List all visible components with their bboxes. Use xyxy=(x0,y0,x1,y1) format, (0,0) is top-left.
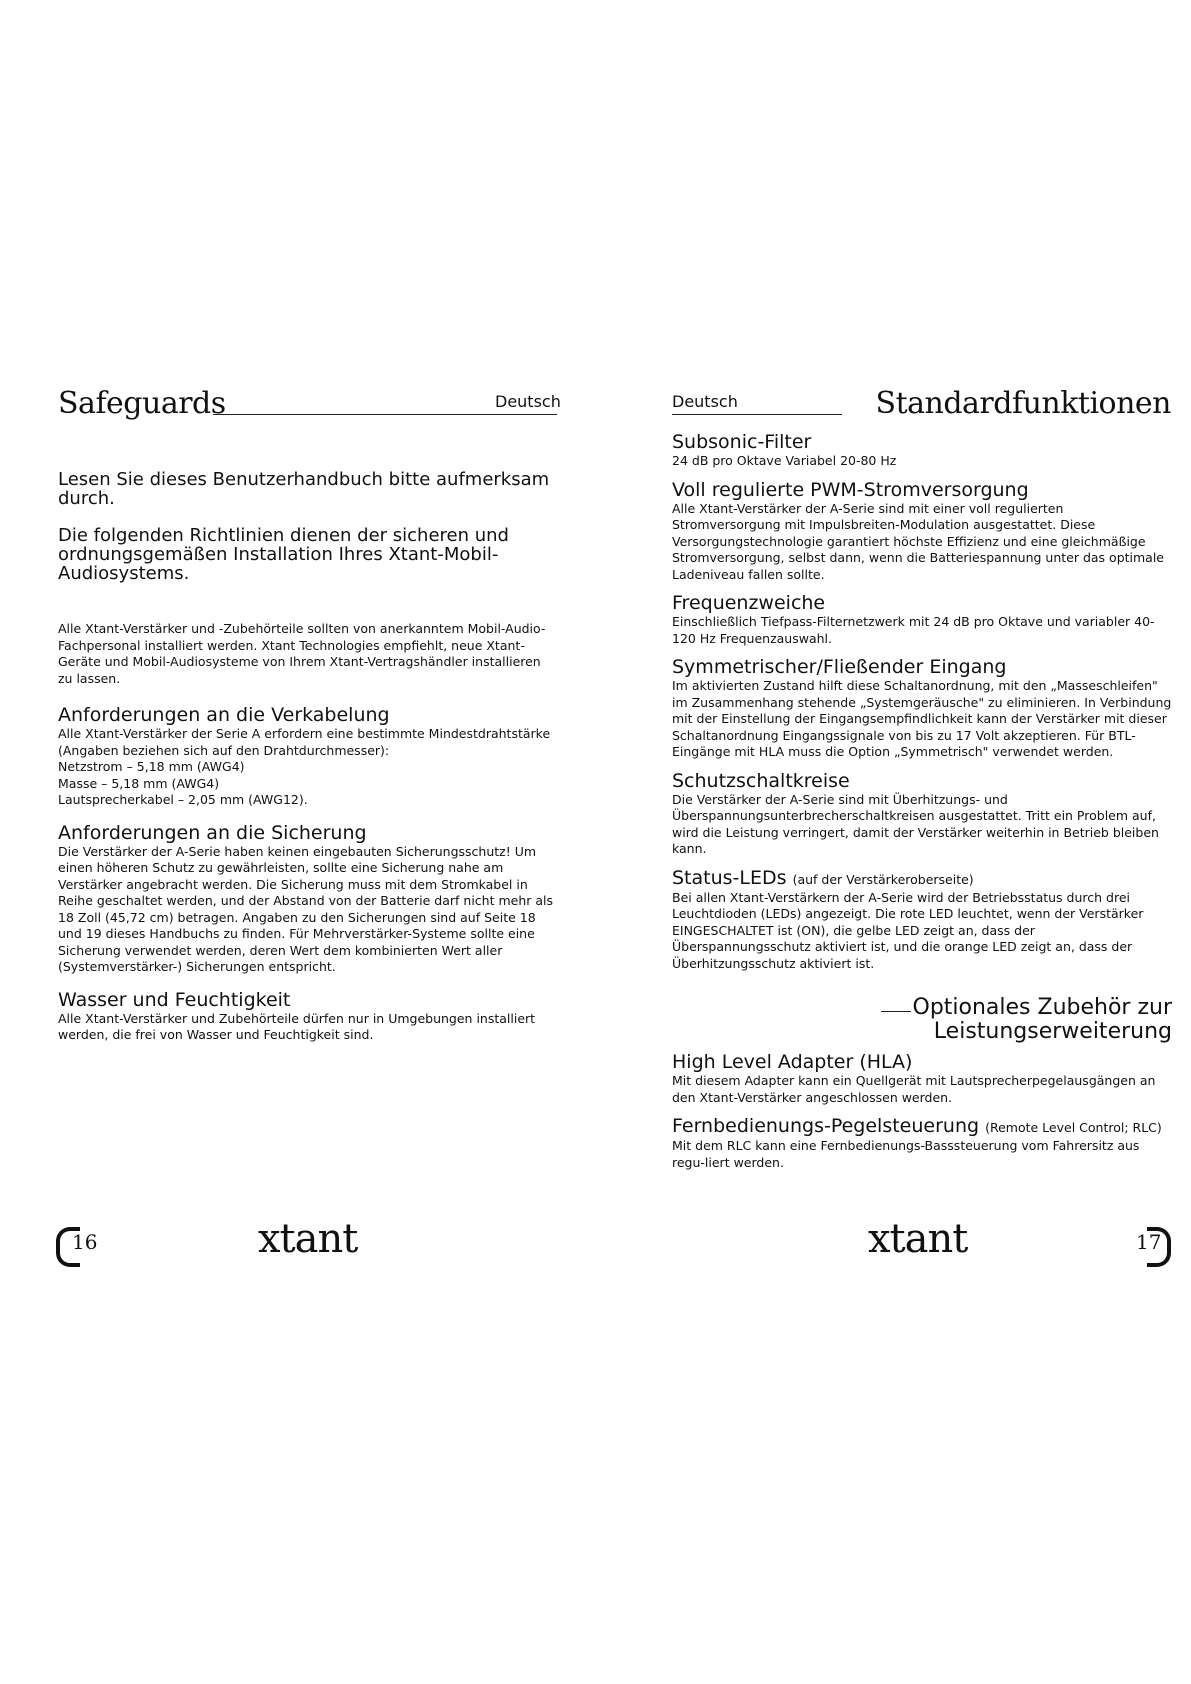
intro-text: Lesen Sie dieses Benutzerhandbuch bitte aufmerksam durch. xyxy=(58,469,550,509)
section-heading-main: Status-LEDs xyxy=(672,866,787,889)
section-rlc xyxy=(672,1116,1172,1171)
page-title: Safeguards xyxy=(58,386,226,421)
section-heading-sub: (Remote Level Control; RLC) xyxy=(985,1120,1162,1135)
language-label: Deutsch xyxy=(672,392,738,411)
section-status-leds xyxy=(672,868,1172,973)
section-text: 24 dB pro Oktave Variabel 20-80 Hz xyxy=(672,453,897,468)
section-balanced-input xyxy=(672,657,1172,761)
right-page xyxy=(595,0,1191,1684)
section-text: Lautsprecherkabel – 2,05 mm (AWG12). xyxy=(58,792,308,807)
page-number: 16 xyxy=(72,1230,98,1254)
section-text: Die Verstärker der A-Serie haben keinen eingebauten Sicherungsschutz! Um einen höheren Schutz zu gewährleisten, sollte eine Sicherung nahe am Verstärker angebracht werden. Die Sicherung muss mit dem Stromkabel in Reihe geschaltet werden, und der Abstand von der Batterie darf nicht mehr als 18 Zoll (45,72 cm) betragen. Angaben zu den Sicherungen sind auf Seite 18 und 19 dieses Handbuchs zu finden. Für Mehrverstärker-Systeme sollte eine Sicherung verwendet werden, deren Wert dem kombinierten Wert aller (Systemverstärker-) Sicherungen entspricht. xyxy=(58,843,554,974)
section-heading: Frequenzweiche xyxy=(672,592,826,614)
section-heading: Wasser und Feuchtigkeit xyxy=(58,988,291,1011)
section-text: Alle Xtant-Verstärker der Serie A erfordern eine bestimmte Mindestdrahtstärke (Angaben beziehen sich auf den Drahtdurchmesser): xyxy=(58,726,551,758)
optional-title-text: Optionales Zubehör zur Leistungserweiterung xyxy=(912,995,1172,1044)
xtant-logo: xtant xyxy=(868,1216,968,1262)
intro-text: Die folgenden Richtlinien dienen der sicheren und ordnungsgemäßen Installation Ihres Xtant-Mobil-Audiosystems. xyxy=(58,525,509,584)
section-fuse xyxy=(58,823,558,976)
optional-title xyxy=(672,996,1172,1044)
intro-paragraph: Alle Xtant-Verstärker und -Zubehörteile sollten von anerkanntem Mobil-Audio-Fachpersonal installiert werden. Xtant Technologies empfiehlt, neue Xtant-Geräte und Mobil-Audiosysteme von Ihrem Xtant-Vertragshändler installieren zu lassen. xyxy=(58,621,546,686)
section-water xyxy=(58,990,558,1044)
section-text: Im aktivierten Zustand hilft diese Schaltanordnung, mit den „Masseschleifen" im Zusammenhang stehende „Systemgeräusche" zu eliminieren. In Verbindung mit der Einstellung der Eingangsempfindlichkeit kann der Verstärker mit dieser Schaltanordnung Eingangssignale von bis zu 17 Volt akzeptieren. Für BTL-Eingänge mit HLA muss die Option „Symmetrisch" verwendet werden. xyxy=(672,678,1172,759)
section-subsonic xyxy=(672,432,1172,470)
section-text: Masse – 5,18 mm (AWG4) xyxy=(58,775,220,791)
section-heading: Anforderungen an die Sicherung xyxy=(58,821,367,844)
section-heading: Symmetrischer/Fließender Eingang xyxy=(672,656,1007,678)
section-heading: Subsonic-Filter xyxy=(672,431,812,453)
section-heading: High Level Adapter (HLA) xyxy=(672,1051,913,1073)
optional-accessories-header xyxy=(672,996,1172,1044)
right-content xyxy=(672,432,1172,1171)
section-text: Mit diesem Adapter kann ein Quellgerät mit Lautsprecherpegelausgängen an den Xtant-Verstärker angeschlossen werden. xyxy=(672,1073,1156,1105)
section-text: Netzstrom – 5,18 mm (AWG4) xyxy=(58,759,245,774)
section-heading: Schutzschaltkreise xyxy=(672,769,850,792)
section-crossover xyxy=(672,593,1172,647)
section-text: Die Verstärker der A-Serie sind mit Überhitzungs- und Überspannungsunterbrecherschaltkreisen ausgestattet. Tritt ein Problem auf, wird die Leistung verringert, damit der Verstärker weiterhin in Betrieb bleiben kann. xyxy=(672,791,1159,856)
left-page xyxy=(0,0,595,1684)
section-text: Alle Xtant-Verstärker der A-Serie sind mit einer voll regulierten Stromversorgung mit Impulsbreiten-Modulation ausgestattet. Diese Versorgungstechnologie garantiert höchste Effizienz und eine gleichmäßige Stromversorgung, selbst dann, wenn die Batteriespannung unter das optimale Ladeniveau fallen sollte. xyxy=(672,500,1164,582)
page-number: 17 xyxy=(1136,1230,1162,1254)
section-heading-sub: (auf der Verstärkeroberseite) xyxy=(792,871,974,887)
section-text: Einschließlich Tiefpass-Filternetzwerk mit 24 dB pro Oktave und variabler 40-120 Hz Frequenzauswahl. xyxy=(672,614,1155,646)
header-rule xyxy=(672,414,842,415)
left-content xyxy=(58,470,558,1044)
section-hla xyxy=(672,1052,1172,1106)
section-heading xyxy=(672,1116,1172,1138)
section-heading-main: Fernbedienungs-Pegelsteuerung xyxy=(672,1115,980,1137)
section-text: Mit dem RLC kann eine Fernbedienungs-Basssteuerung vom Fahrersitz aus regu-liert werden. xyxy=(672,1138,1140,1170)
page-brace xyxy=(1147,1227,1171,1267)
section-heading: Voll regulierte PWM-Stromversorgung xyxy=(672,478,1029,501)
section-heading: Anforderungen an die Verkabelung xyxy=(58,704,390,726)
optional-title-rule xyxy=(881,1011,911,1012)
xtant-logo: xtant xyxy=(258,1216,358,1262)
section-wiring xyxy=(58,705,558,809)
section-text: Alle Xtant-Verstärker und Zubehörteile dürfen nur in Umgebungen installiert werden, die frei von Wasser und Feuchtigkeit sind. xyxy=(58,1010,536,1042)
section-text: Bei allen Xtant-Verstärkern der A-Serie wird der Betriebsstatus durch drei Leuchtdioden (LEDs) angezeigt. Die rote LED leuchtet, wenn der Verstärker EINGESCHALTET ist (ON), die gelbe LED zeigt an, dass der Überspannungsschutz aktiviert ist, und die orange LED zeigt an, dass der Überhitzungsschutz aktiviert ist. xyxy=(672,889,1144,971)
language-label: Deutsch xyxy=(495,392,561,411)
section-protection xyxy=(672,771,1172,858)
section-heading xyxy=(672,868,1172,890)
section-pwm xyxy=(672,480,1172,584)
page-title: Standardfunktionen xyxy=(875,386,1171,421)
header-rule xyxy=(213,414,557,415)
